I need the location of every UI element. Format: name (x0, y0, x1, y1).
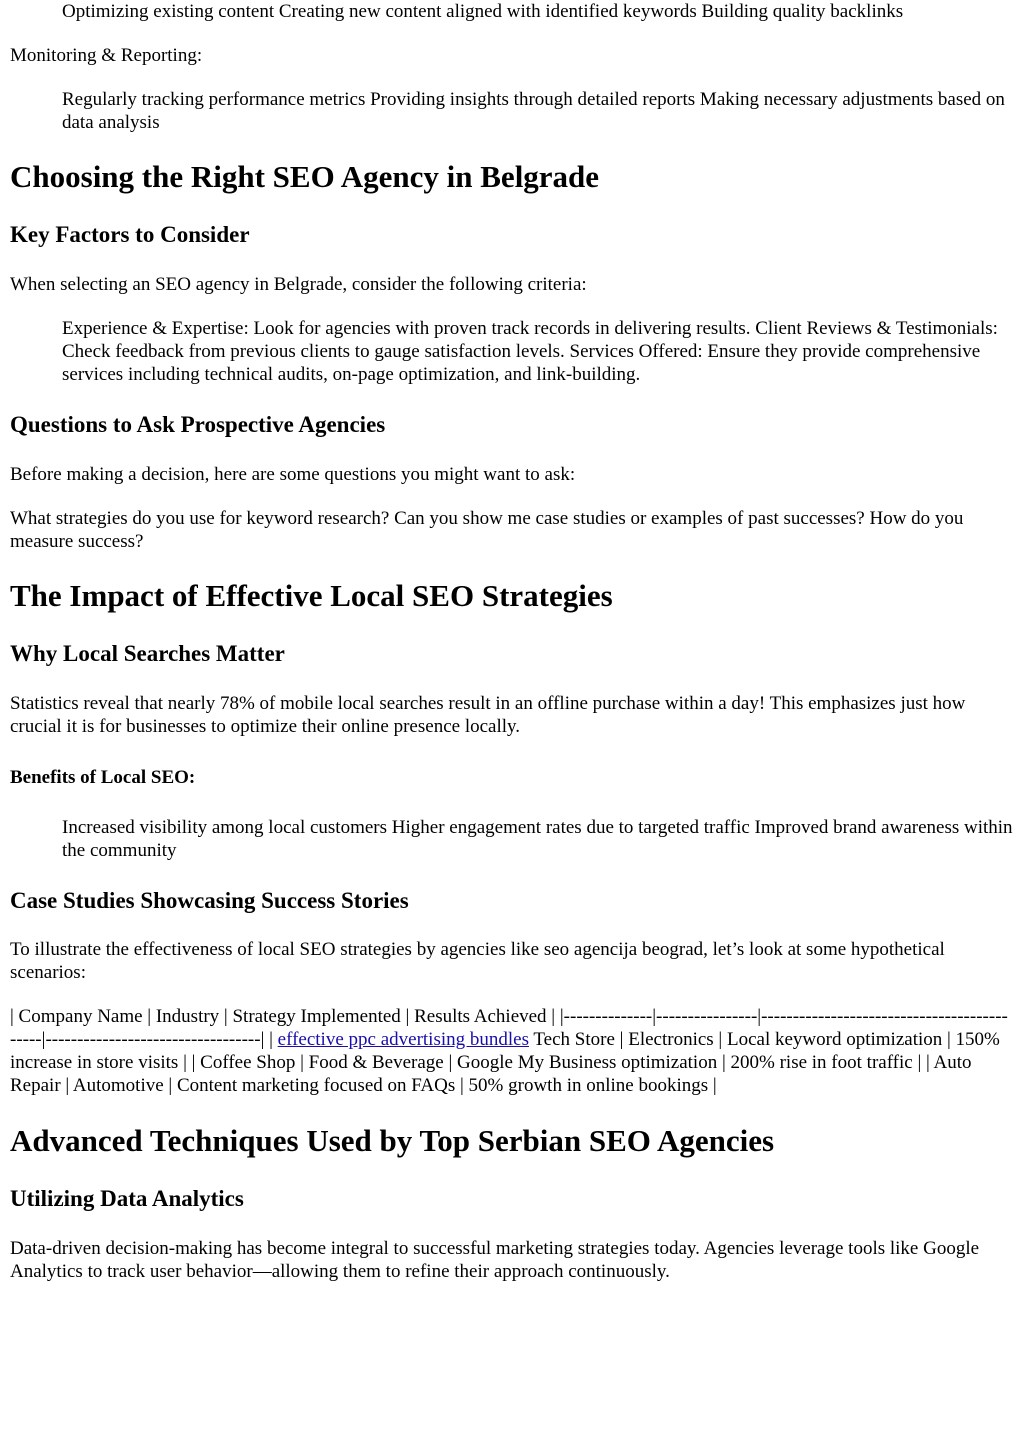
data-analytics-text: Data-driven decision-making has become integral to successful marketing strategies today. Agencies leverage tools like Google Analytics to track user behavior—allowing them to refine their approach continuously. (10, 1238, 980, 1282)
monitoring-label: Monitoring & Reporting: (10, 45, 203, 66)
heading-benefits: Benefits of Local SEO: (10, 767, 196, 788)
list-benefits: Increased visibility among local customers Higher engagement rates due to targeted traffic Improved brand awareness within the community (62, 817, 1013, 861)
case-studies-intro: To illustrate the effectiveness of local SEO strategies by agencies like seo agencija beograd, let’s look at some hypothetical scenarios: (10, 939, 945, 983)
heading-advanced: Advanced Techniques Used by Top Serbian SEO Agencies (10, 1123, 775, 1158)
heading-choosing: Choosing the Right SEO Agency in Belgrade (10, 159, 600, 194)
questions-intro: Before making a decision, here are some questions you might want to ask: (10, 464, 576, 485)
list-monitoring: Regularly tracking performance metrics Providing insights through detailed reports Making necessary adjustments based on data analysis (62, 89, 1005, 133)
list-optimization: Optimizing existing content Creating new content aligned with identified keywords Building quality backlinks (62, 1, 904, 22)
case-studies-table-text (10, 1005, 1014, 1097)
table-text-after-link: Tech Store | Electronics | Local keyword optimization | 150% increase in store visits | | Coffee Shop | Food & Beverage | Google My Business optimization | 200% rise in foot traffic | | Auto Repair | Automotive | Content marketing focused on FAQs | 50% growth in online bookings | (10, 1029, 1000, 1096)
heading-questions: Questions to Ask Prospective Agencies (10, 412, 386, 437)
questions-list: What strategies do you use for keyword research? Can you show me case studies or examples of past successes? How do you measure success? (10, 508, 964, 552)
table-text-before-link: | Company Name | Industry | Strategy Implemented | Results Achieved | |--------------|----------------|--------------------------------------------|----------------------------------| | (10, 1006, 1008, 1050)
heading-case-studies: Case Studies Showcasing Success Stories (10, 888, 409, 913)
factors-intro: When selecting an SEO agency in Belgrade, consider the following criteria: (10, 274, 587, 295)
heading-key-factors: Key Factors to Consider (10, 222, 250, 247)
heading-data-analytics: Utilizing Data Analytics (10, 1186, 244, 1211)
heading-why-local: Why Local Searches Matter (10, 641, 285, 666)
ppc-bundles-link[interactable]: effective ppc advertising bundles (277, 1029, 529, 1050)
list-factors: Experience & Expertise: Look for agencies with proven track records in delivering results. Client Reviews & Testimonials: Check feedback from previous clients to gauge satisfaction levels. Services Offered: Ensure they provide comprehensive services including technical audits, on-page optimization, and link-building. (62, 318, 998, 385)
why-local-text: Statistics reveal that nearly 78% of mobile local searches result in an offline purchase within a day! This emphasizes just how crucial it is for businesses to optimize their online presence locally. (10, 693, 966, 737)
heading-impact: The Impact of Effective Local SEO Strategies (10, 578, 613, 613)
